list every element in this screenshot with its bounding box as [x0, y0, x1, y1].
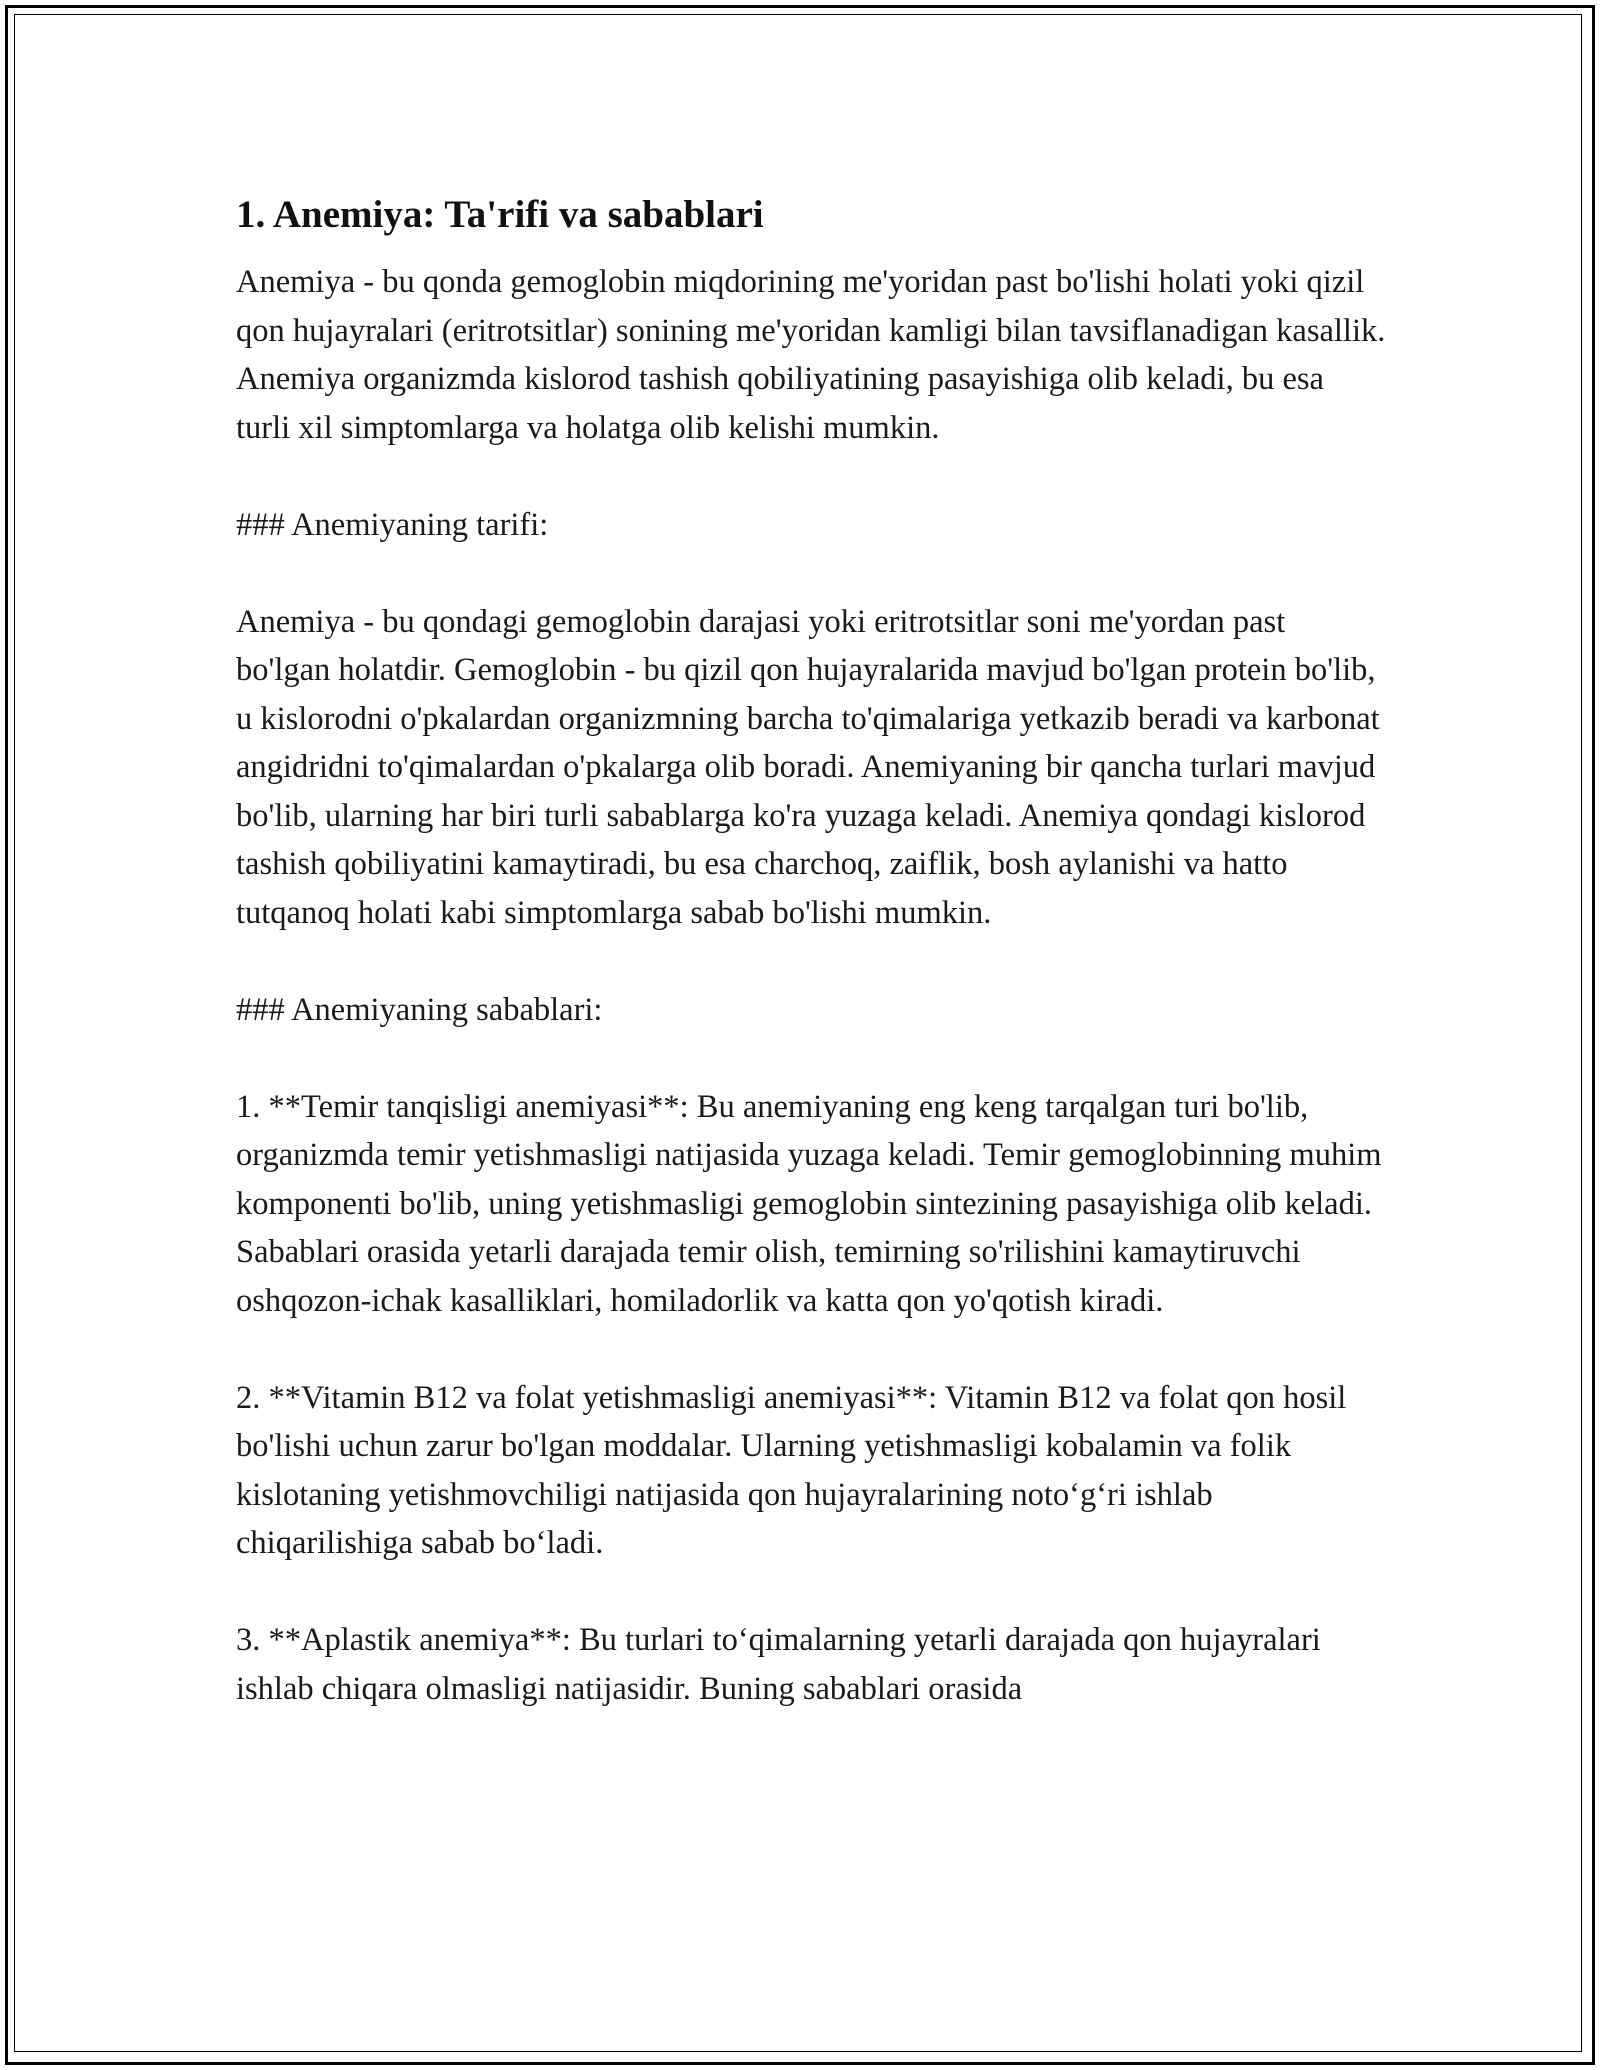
paragraph-aplastic: 3. **Aplastik anemiya**: Bu turlari to‘qimalarning yetarli darajada qon hujayralari ishlab chiqara olmasligi natijasidir. Buning sabablari orasida [236, 1622, 1321, 1707]
paragraph-b12-folate: 2. **Vitamin B12 va folat yetishmasligi anemiyasi**: Vitamin B12 va folat qon hosil bo'lishi uchun zarur bo'lgan moddalar. Ularning yetishmasligi kobalamin va folik kislotaning yetishmovchiligi natijasida qon hujayralarining noto‘g‘ri ishlab chiqarilishiga sabab bo‘ladi. [236, 1379, 1347, 1561]
subheading-causes: ### Anemiyaning sabablari: [236, 991, 603, 1028]
paragraph-iron-deficiency: 1. **Temir tanqisligi anemiyasi**: Bu anemiyaning eng keng tarqalgan turi bo'lib, organizmda temir yetishmasligi natijasida yuzaga keladi. Temir gemoglobinning muhim komponenti bo'lib, uning yetishmasligi gemoglobin sintezining pasayishiga olib keladi. Sabablari orasida yetarli darajada temir olish, temirning so'rilishini kamaytiruvchi oshqozon-ichak kasalliklari, homiladorlik va katta qon yo'qotish kiradi. [236, 1088, 1382, 1319]
paragraph-definition-intro: Anemiya - bu qonda gemoglobin miqdorining me'yoridan past bo'lishi holati yoki qizil qon hujayralari (eritrotsitlar) sonining me'yoridan kamligi bilan tavsiflanadigan kasallik. Anemiya organizmda kislorod tashish qobiliyatining pasayishiga olib keladi, bu esa turli xil simptomlarga va holatga olib kelishi mumkin. [236, 264, 1386, 446]
subheading-definition: ### Anemiyaning tarifi: [236, 506, 549, 543]
paragraph-definition: Anemiya - bu qondagi gemoglobin darajasi yoki eritrotsitlar soni me'yordan past bo'lgan holatdir. Gemoglobin - bu qizil qon hujayralarida mavjud bo'lgan protein bo'lib, u kislorodni o'pkalardan organizmning barcha to'qimalariga yetkazib beradi va karbonat angidridni to'qimalardan o'pkalarga olib boradi. Anemiyaning bir qancha turlari mavjud bo'lib, ularning har biri turli sabablarga ko'ra yuzaga keladi. Anemiya qondagi kislorod tashish qobiliyatini kamaytiradi, bu esa charchoq, zaiflik, bosh aylanishi va hatto tutqanoq holati kabi simptomlarga sabab bo'lishi mumkin. [236, 603, 1380, 931]
document-body [236, 186, 1386, 1713]
section-heading: 1. Anemiya: Ta'rifi va sabablari [236, 193, 764, 236]
